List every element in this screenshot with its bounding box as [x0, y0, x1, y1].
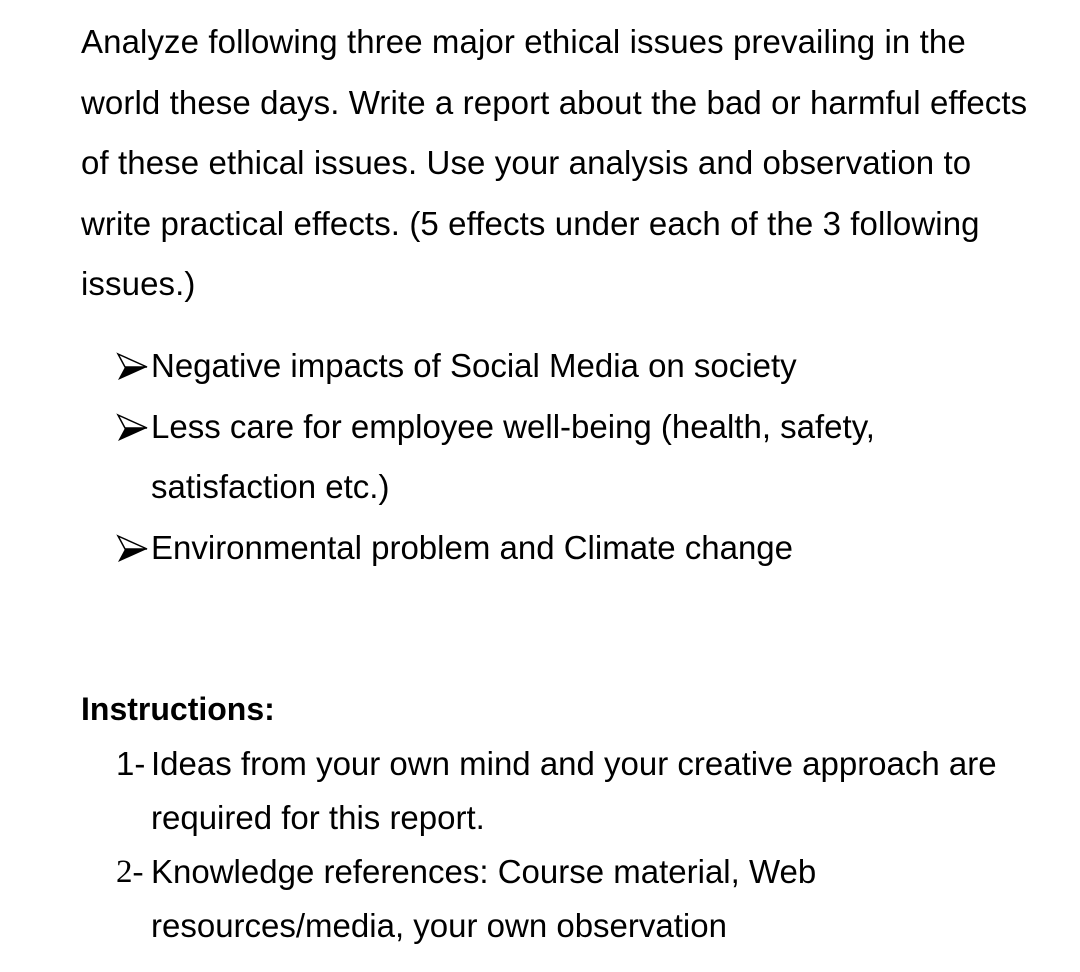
list-item	[116, 845, 1046, 953]
intro-paragraph: Analyze following three major ethical issues prevailing in the world these days. Write a report about the bad or harmful effects of these ethical issues. Use your analysis and observation to write practical effects. (5 effects under each of the 3 following issues.)	[81, 23, 1028, 302]
item-number: 2-	[116, 854, 144, 890]
instruction-text: Ideas from your own mind and your creative approach are required for this report.	[151, 745, 997, 836]
list-item	[116, 737, 1046, 845]
instructions-heading: Instructions:	[81, 691, 275, 727]
list-item	[116, 336, 1046, 397]
list-item	[116, 397, 1046, 518]
arrow-bullet-icon	[116, 352, 150, 382]
issue-text: Less care for employee well-being (health, safety, satisfaction etc.)	[151, 407, 875, 505]
list-item	[116, 518, 1046, 579]
issue-text: Environmental problem and Climate change	[151, 528, 794, 566]
instructions-list	[116, 737, 1046, 953]
item-number: 1-	[116, 745, 146, 782]
issues-list	[116, 336, 1046, 578]
arrow-bullet-icon	[116, 534, 150, 564]
instruction-text: Knowledge references: Course material, Web resources/media, your own observation	[151, 853, 817, 944]
issue-text: Negative impacts of Social Media on society	[151, 347, 797, 384]
arrow-bullet-icon	[116, 413, 150, 443]
